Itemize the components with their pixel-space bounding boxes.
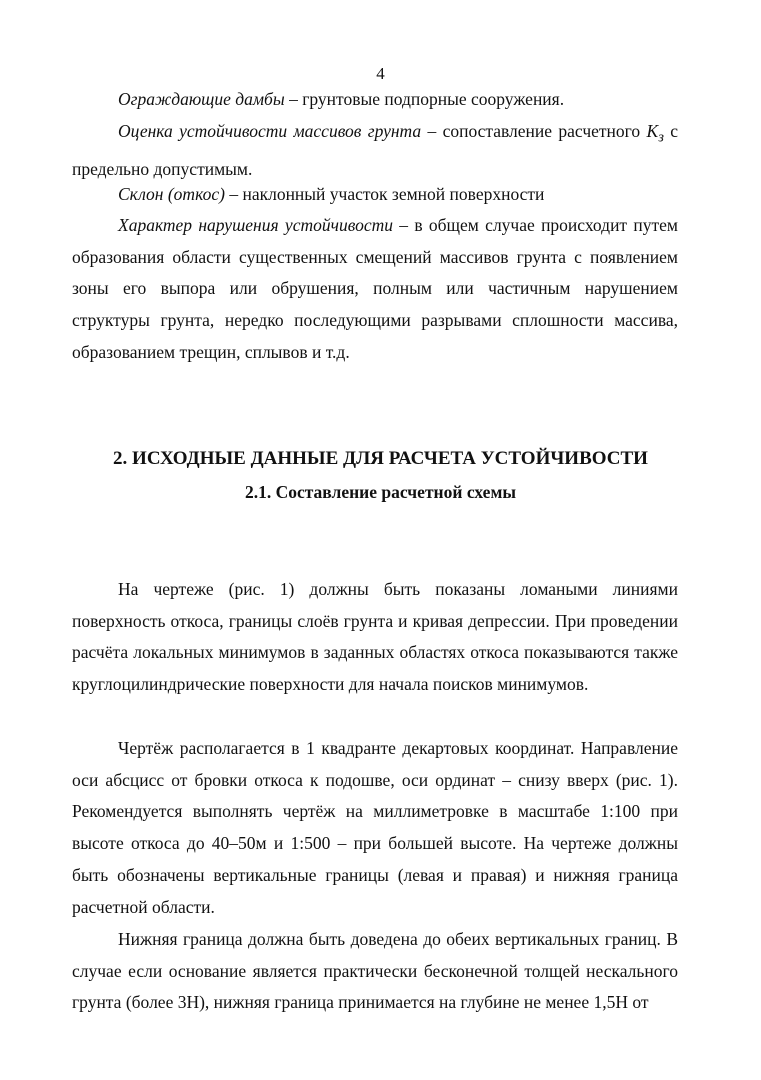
definition-text: – в общем случае происходит путем образования области существенных смещений массивов грунта с появлением зоны его выпора или обрушения, полным или частичным нарушением структуры грунта, нередко последующими разрывами сплошности массива, образованием трещин, сплывов и т.д. <box>72 215 678 362</box>
definition-text: – сопоставление расчетного <box>421 121 647 141</box>
definition-paragraph <box>72 84 678 116</box>
definition-term: Оценка устойчивости массивов грунта <box>118 121 422 141</box>
definition-term: Склон (откос) <box>118 184 225 204</box>
definition-paragraph <box>72 210 678 369</box>
definition-term: Ограждающие дамбы <box>118 89 285 109</box>
definition-text: – наклонный участок земной поверхности <box>224 184 545 204</box>
formula-subscript: з <box>658 129 664 146</box>
definition-term: Характер нарушения устойчивости <box>118 215 393 235</box>
section-title: 2. ИСХОДНЫЕ ДАННЫЕ ДЛЯ РАСЧЕТА УСТОЙЧИВОСТИ <box>113 448 648 469</box>
formula-symbol: K <box>646 121 659 141</box>
body-paragraph: Нижняя граница должна быть доведена до обеих вертикальных границ. В случае если основание является практически бесконечной толщей нескального грунта (более 3Н), нижняя граница принимается на глубине не менее 1,5Н от <box>72 929 678 1013</box>
body-paragraph: Чертёж располагается в 1 квадранте декартовых координат. Направление оси абсцисс от бровки откоса к подошве, оси ординат – снизу вверх (рис. 1). Рекомендуется выполнять чертёж на миллиметровке в масштабе 1:100 при высоте откоса до 40–50м и 1:500 – при большей высоте. На чертеже должны быть обозначены вертикальные границы (левая и правая) и нижняя граница расчетной области. <box>72 738 678 917</box>
definition-text-after: с предельно допустимым. <box>72 121 678 180</box>
definition-paragraph <box>72 116 678 186</box>
definition-paragraph <box>72 179 678 211</box>
subsection-title: 2.1. Составление расчетной схемы <box>244 482 517 502</box>
definition-text: – грунтовые подпорные сооружения. <box>284 89 565 109</box>
body-paragraph: На чертеже (рис. 1) должны быть показаны ломаными линиями поверхность откоса, границы слоёв грунта и кривая депрессии. При проведении расчёта локальных минимумов в заданных областях откоса показываются также круглоцилиндрические поверхности для начала поисков минимумов. <box>72 579 678 695</box>
page-number: 4 <box>376 64 385 83</box>
